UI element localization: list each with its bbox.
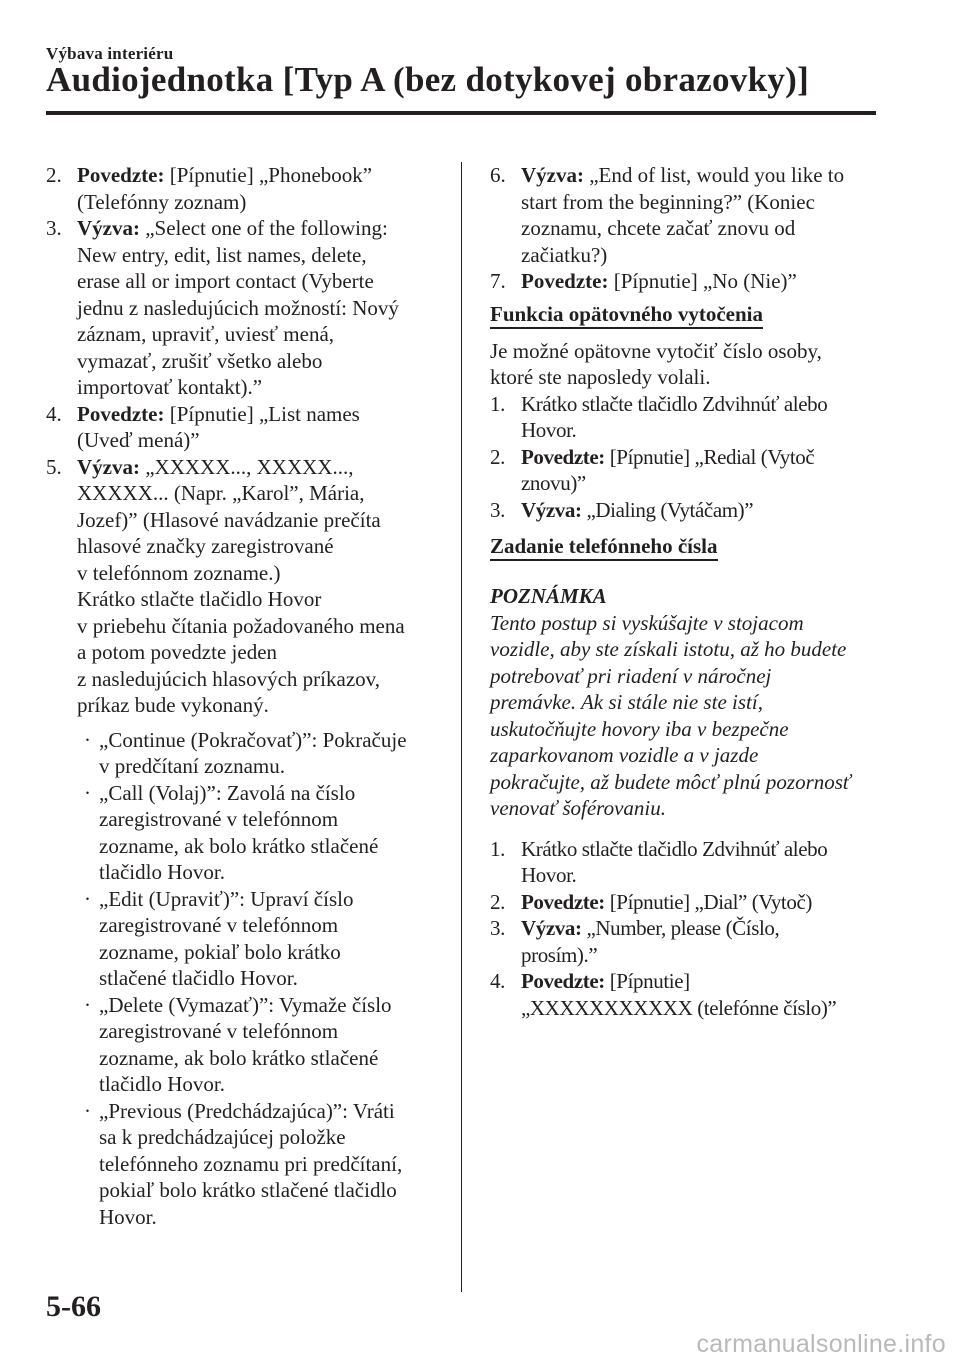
step-line bbox=[99, 1151, 441, 1178]
step-item bbox=[490, 836, 885, 889]
step-line bbox=[77, 666, 441, 693]
step-text: „End of list, would you like to bbox=[589, 163, 845, 187]
note-title: POZNÁMKA bbox=[490, 584, 607, 608]
text-line: Je možné opätovne vytočiť číslo osoby, bbox=[490, 338, 822, 363]
step-text: Hovor. bbox=[521, 863, 577, 887]
step-text: tlačidlo Hovor. bbox=[99, 1072, 225, 1096]
step-line bbox=[99, 1177, 441, 1204]
step-line bbox=[99, 1204, 441, 1231]
step-line bbox=[77, 268, 441, 295]
step-line bbox=[99, 780, 441, 807]
step-text: „XXXXXXXXXXX (telefónne číslo)” bbox=[521, 995, 837, 1020]
step-line bbox=[99, 1018, 441, 1045]
step-number: 3. bbox=[490, 916, 505, 940]
step-line bbox=[521, 968, 885, 995]
step-text: stlačené tlačidlo Hovor. bbox=[99, 966, 298, 990]
step-line bbox=[99, 727, 441, 754]
step-line bbox=[521, 836, 885, 863]
step-label: Výzva: bbox=[77, 216, 140, 240]
step-line bbox=[77, 692, 441, 719]
step-label: Povedzte: bbox=[521, 444, 605, 469]
step-text: záznam, upraviť, uviesť mená, bbox=[77, 322, 335, 346]
step-line bbox=[99, 912, 441, 939]
step-text: v predčítaní zoznamu. bbox=[99, 754, 286, 778]
step-item bbox=[46, 454, 441, 719]
text-line: venovať šoférovaniu. bbox=[490, 796, 666, 820]
step-number: 2. bbox=[490, 444, 505, 469]
step-text: sa k predchádzajúcej položke bbox=[99, 1125, 346, 1149]
step-text: [Pípnutie] „No (Nie)” bbox=[613, 269, 797, 293]
step-item bbox=[490, 889, 885, 916]
bullet-item bbox=[46, 886, 441, 992]
page-title: Audiojednotka [Typ A (bez dotykovej obrazovky)] bbox=[46, 60, 810, 99]
step-line bbox=[521, 470, 885, 497]
step-text: zozname, ak bolo krátko stlačené bbox=[99, 833, 379, 858]
step-line bbox=[77, 215, 441, 242]
text-line: uskutočňujte hovory iba v bezpečne bbox=[490, 716, 789, 741]
title-rule bbox=[46, 111, 876, 115]
step-line bbox=[77, 586, 441, 613]
step-line bbox=[77, 454, 441, 481]
step-number: 4. bbox=[46, 401, 62, 426]
bullet-item bbox=[46, 992, 441, 1098]
bullet-item bbox=[46, 727, 441, 780]
step-text: telefónneho zoznamu pri predčítaní, bbox=[99, 1151, 403, 1176]
step-number: 2. bbox=[490, 889, 505, 914]
step-text: [Pípnutie] bbox=[609, 969, 690, 993]
step-item bbox=[46, 215, 441, 401]
step-line bbox=[521, 189, 885, 216]
step-text: vymazať, zrušiť všetko alebo bbox=[77, 348, 323, 373]
bullet-dot: · bbox=[84, 992, 91, 1017]
step-number: 1. bbox=[490, 836, 505, 861]
step-label: Povedzte: bbox=[77, 163, 165, 187]
step-text: „Previous (Predchádzajúca)”: Vráti bbox=[99, 1098, 395, 1123]
step-number: 3. bbox=[46, 216, 62, 240]
step-label: Výzva: bbox=[521, 163, 584, 187]
text-line: premávke. Ak si stále nie ste istí, bbox=[490, 690, 763, 714]
step-line bbox=[77, 639, 441, 666]
step-line bbox=[521, 942, 885, 969]
step-text: zozname, pokiaľ bolo krátko bbox=[99, 939, 341, 964]
step-text: erase all or import contact (Vyberte bbox=[77, 269, 374, 293]
step-text: Krátko stlačte tlačidlo Zdvihnúť alebo bbox=[521, 836, 828, 861]
step-text: tlačidlo Hovor. bbox=[99, 860, 225, 884]
step-label: Povedzte: bbox=[521, 889, 605, 914]
step-line bbox=[521, 242, 885, 269]
bullet-item bbox=[46, 780, 441, 886]
step-line bbox=[77, 560, 441, 587]
step-item bbox=[490, 497, 885, 524]
step-text: prosím).” bbox=[521, 942, 598, 967]
step-item bbox=[46, 401, 441, 454]
step-line bbox=[77, 162, 441, 189]
step-line bbox=[77, 295, 441, 322]
bullet-dot: · bbox=[84, 1098, 91, 1123]
note-text bbox=[490, 610, 885, 822]
step-line bbox=[521, 995, 885, 1022]
step-number: 3. bbox=[490, 497, 505, 522]
step-text: [Pípnutie] „Redial (Vytoč bbox=[609, 444, 815, 469]
step-line bbox=[99, 886, 441, 913]
step-text: pokiaľ bolo krátko stlačené tlačidlo bbox=[99, 1178, 397, 1202]
step-text: [Pípnutie] „List names bbox=[169, 401, 360, 426]
step-text: z nasledujúcich hlasových príkazov, bbox=[77, 666, 381, 691]
step-text: zaregistrované v telefónnom bbox=[99, 807, 339, 831]
step-label: Výzva: bbox=[77, 454, 140, 479]
step-text: jednu z nasledujúcich možností: Nový bbox=[77, 295, 399, 320]
step-line bbox=[521, 391, 885, 418]
step-label: Povedzte: bbox=[77, 401, 165, 426]
step-text: „Delete (Vymazať)”: Vymaže číslo bbox=[99, 992, 392, 1017]
step-line bbox=[77, 374, 441, 401]
step-text: zaregistrované v telefónnom bbox=[99, 913, 339, 937]
step-text: importovať kontakt).” bbox=[77, 375, 263, 399]
step-line bbox=[77, 401, 441, 428]
step-line bbox=[521, 915, 885, 942]
step-item bbox=[490, 391, 885, 444]
text-line: Tento postup si vyskúšajte v stojacom bbox=[490, 610, 804, 635]
step-text: „Continue (Pokračovať)”: Pokračuje bbox=[99, 727, 407, 752]
step-line bbox=[521, 417, 885, 444]
bullet-dot: · bbox=[84, 727, 91, 752]
bullet-item bbox=[46, 1098, 441, 1231]
column-divider bbox=[461, 162, 462, 1292]
step-text: XXXXX... (Napr. „Karol”, Mária, bbox=[77, 481, 365, 505]
step-text: Krátko stlačte tlačidlo Zdvihnúť alebo bbox=[521, 391, 828, 416]
step-text: zoznamu, chcete začať znovu od bbox=[521, 216, 796, 240]
step-number: 7. bbox=[490, 269, 506, 293]
step-line bbox=[521, 444, 885, 471]
section-label: Výbava interiéru bbox=[46, 44, 174, 63]
step-number: 2. bbox=[46, 163, 62, 187]
step-label: Výzva: bbox=[521, 497, 582, 522]
step-line bbox=[99, 1045, 441, 1072]
end-of-list-steps bbox=[490, 162, 885, 295]
step-line bbox=[77, 613, 441, 640]
step-item bbox=[490, 268, 885, 295]
step-line bbox=[521, 215, 885, 242]
step-text: [Pípnutie] „Phonebook” bbox=[169, 163, 373, 187]
step-label: Povedzte: bbox=[521, 269, 609, 293]
step-line bbox=[99, 992, 441, 1019]
left-column bbox=[46, 162, 441, 1230]
step-line bbox=[99, 939, 441, 966]
step-line bbox=[521, 268, 885, 295]
text-line: zaparkovanom vozidle a v jazde bbox=[490, 743, 759, 767]
step-text: „Number, please (Číslo, bbox=[586, 916, 780, 940]
step-text: zaregistrované v telefónnom bbox=[99, 1019, 339, 1043]
left-steps bbox=[46, 162, 441, 719]
step-line bbox=[99, 833, 441, 860]
step-text: v priebehu čítania požadovaného mena bbox=[77, 613, 405, 638]
right-column bbox=[490, 162, 885, 1021]
redial-heading: Funkcia opätovného vytočenia bbox=[490, 302, 763, 329]
step-line bbox=[99, 806, 441, 833]
step-number: 6. bbox=[490, 163, 506, 187]
step-line bbox=[77, 427, 441, 454]
step-line bbox=[77, 242, 441, 269]
dial-heading: Zadanie telefónneho čísla bbox=[490, 534, 718, 561]
step-text: „Call (Volaj)”: Zavolá na číslo bbox=[99, 780, 356, 805]
page-number: 5-66 bbox=[46, 1290, 101, 1323]
step-line bbox=[521, 162, 885, 189]
step-number: 4. bbox=[490, 969, 505, 993]
step-text: „Select one of the following: bbox=[145, 216, 388, 240]
step-line bbox=[99, 1071, 441, 1098]
redial-intro bbox=[490, 338, 885, 391]
step-number: 5. bbox=[46, 454, 62, 479]
text-line: vozidle, aby ste získali istotu, až ho budete bbox=[490, 637, 847, 661]
watermark: carmanualsonline.info bbox=[696, 1330, 946, 1358]
step-text: (Uveď mená)” bbox=[77, 428, 200, 452]
step-line bbox=[77, 321, 441, 348]
step-text: Hovor. bbox=[521, 418, 577, 442]
step-text: New entry, edit, list names, delete, bbox=[77, 242, 367, 267]
step-text: Krátko stlačte tlačidlo Hovor bbox=[77, 587, 322, 611]
redial-steps bbox=[490, 391, 885, 524]
step-line bbox=[77, 533, 441, 560]
step-line bbox=[99, 1124, 441, 1151]
step-line bbox=[77, 507, 441, 534]
step-item bbox=[490, 162, 885, 268]
step-text: príkaz bude vykonaný. bbox=[77, 693, 269, 717]
step-line bbox=[99, 859, 441, 886]
step-text: Hovor. bbox=[99, 1204, 157, 1229]
text-line: pokračujte, až budete môcť plnú pozornosť bbox=[490, 769, 851, 794]
step-item bbox=[490, 915, 885, 968]
step-line bbox=[521, 889, 885, 916]
step-line bbox=[99, 753, 441, 780]
step-text: „XXXXX..., XXXXX..., bbox=[145, 454, 354, 479]
step-line bbox=[77, 189, 441, 216]
step-label: Povedzte: bbox=[521, 969, 605, 993]
step-item bbox=[490, 444, 885, 497]
step-text: Jozef)” (Hlasové navádzanie prečíta bbox=[77, 507, 381, 532]
text-line: potrebovať pri riadení v náročnej bbox=[490, 663, 772, 688]
text-line: ktoré ste naposledy volali. bbox=[490, 365, 711, 389]
step-item bbox=[490, 968, 885, 1021]
step-line bbox=[77, 480, 441, 507]
step-text: v telefónnom zozname.) bbox=[77, 560, 281, 585]
step-text: začiatku?) bbox=[521, 242, 608, 267]
step-line bbox=[99, 1098, 441, 1125]
step-text: a potom povedzte jeden bbox=[77, 640, 278, 664]
bullet-dot: · bbox=[84, 886, 91, 911]
step-line bbox=[521, 862, 885, 889]
step-line bbox=[521, 497, 885, 524]
step-text: znovu)” bbox=[521, 471, 586, 495]
step-text: „Edit (Upraviť)”: Upraví číslo bbox=[99, 886, 354, 911]
step-text: hlasové značky zaregistrované bbox=[77, 534, 334, 558]
step-line bbox=[99, 965, 441, 992]
step-text: „Dialing (Vytáčam)” bbox=[586, 497, 754, 522]
step-text: zozname, ak bolo krátko stlačené bbox=[99, 1045, 379, 1070]
step-label: Výzva: bbox=[521, 916, 582, 940]
step-text: start from the beginning?” (Koniec bbox=[521, 189, 815, 214]
step-text: (Telefónny zoznam) bbox=[77, 189, 247, 214]
note-box bbox=[490, 583, 885, 822]
command-bullets bbox=[46, 727, 441, 1231]
dial-steps bbox=[490, 836, 885, 1022]
step-number: 1. bbox=[490, 391, 505, 416]
step-text: [Pípnutie] „Dial” (Vytoč) bbox=[609, 889, 812, 914]
step-line bbox=[77, 348, 441, 375]
bullet-dot: · bbox=[84, 780, 91, 805]
step-item bbox=[46, 162, 441, 215]
